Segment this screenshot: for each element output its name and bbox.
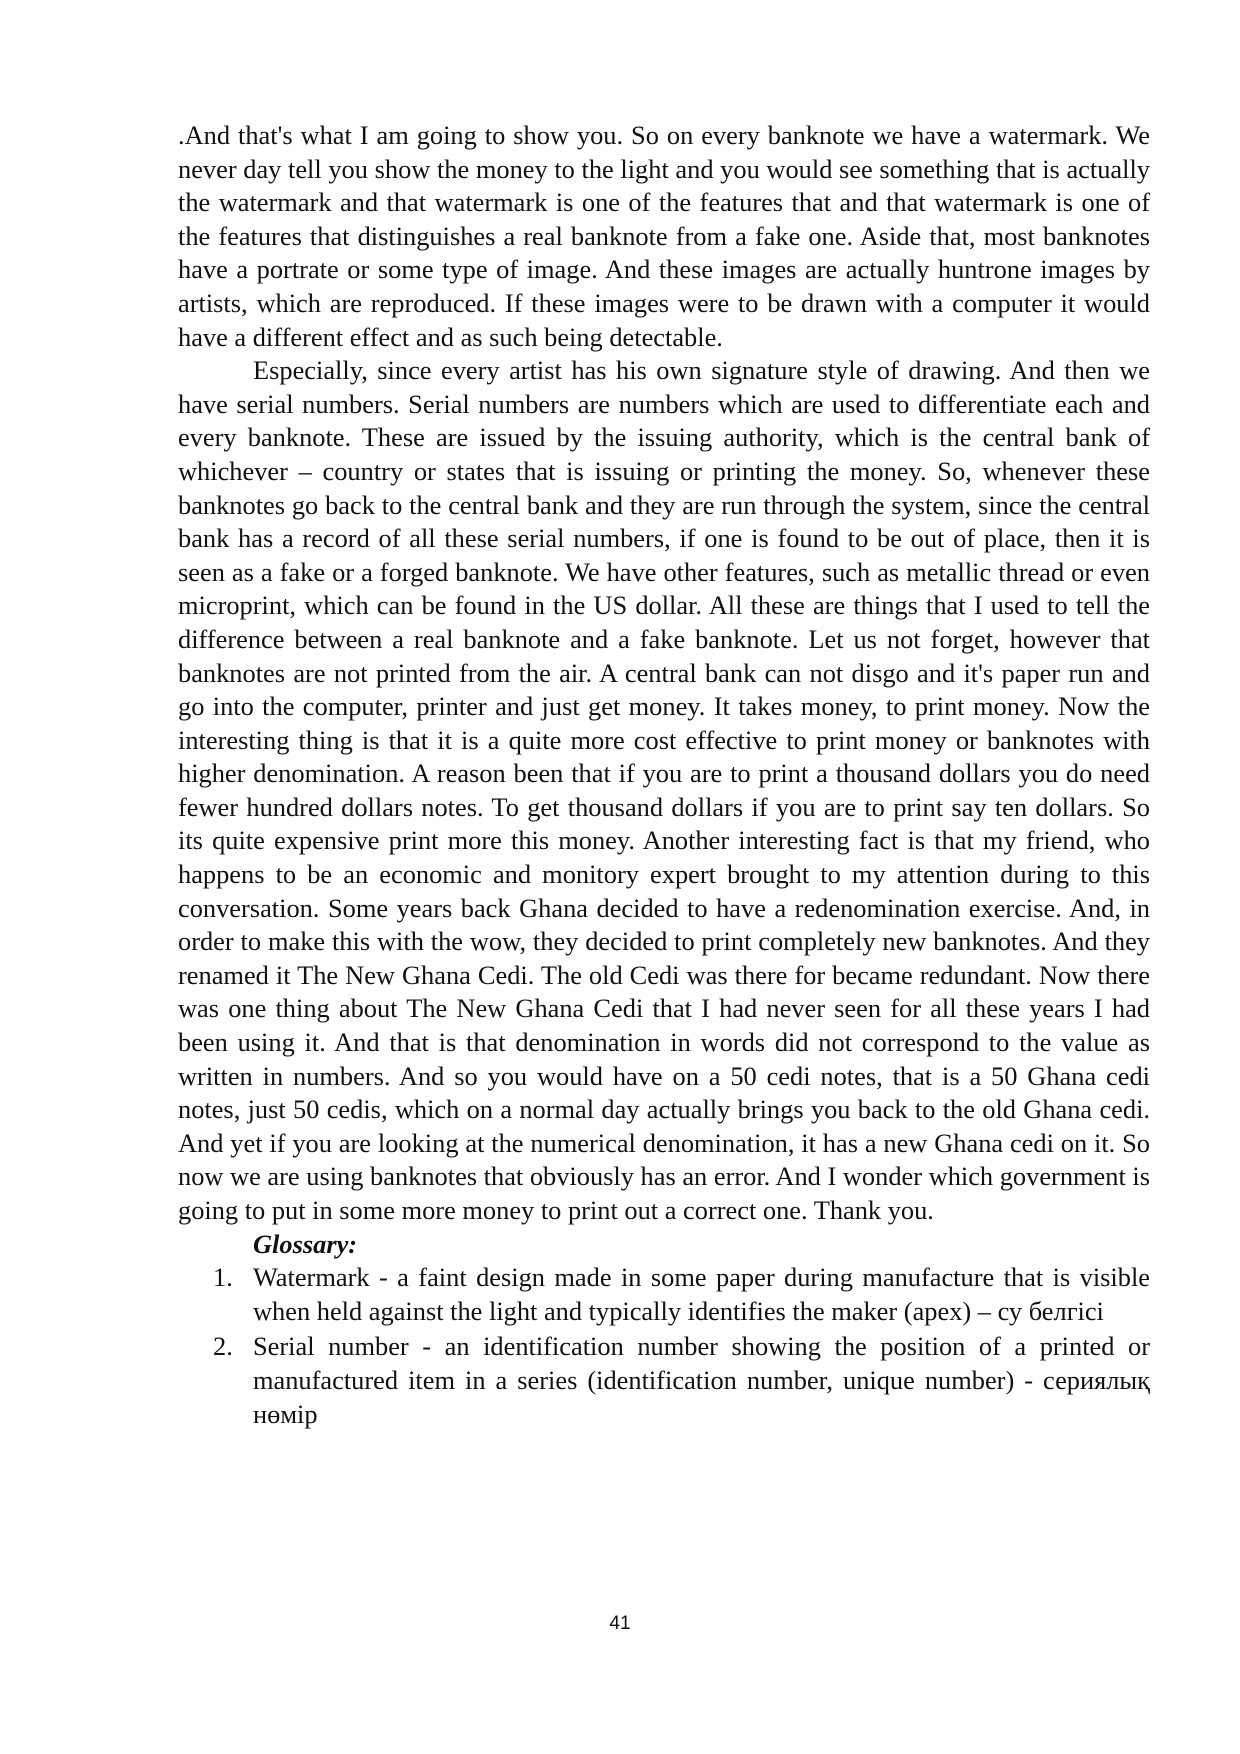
- glossary-item-text: Watermark - a faint design made in some paper during manufacture that is visible when held against the light and typically identifies the maker (apex) – су белгісі: [253, 1262, 1150, 1326]
- glossary-list: [178, 1261, 1150, 1431]
- glossary-item-text: Serial number - an identification number showing the position of a printed or manufactured item in a series (identification number, unique number) - сериялық нөмір: [253, 1331, 1150, 1429]
- paragraph-serial-numbers: Especially, since every artist has his own signature style of drawing. And then we have serial numbers. Serial numbers are numbers which are used to differentiate each and every banknote. These are issued by the issuing authority, which is the central bank of whichever – country or states that is issuing or printing the money. So, whenever these banknotes go back to the central bank and they are run through the system, since the central bank has a record of all these serial numbers, if one is found to be out of place, then it is seen as a fake or a forged banknote. We have other features, such as metallic thread or even microprint, which can be found in the US dollar. All these are things that I used to tell the difference between a real banknote and a fake banknote. Let us not forget, however that banknotes are not printed from the air. A central bank can not disgo and it's paper run and go into the computer, printer and just get money. It takes money, to print money. Now the interesting thing is that it is a quite more cost effective to print money or banknotes with higher denomination. A reason been that if you are to print a thousand dollars you do need fewer hundred dollars notes. To get thousand dollars if you are to print say ten dollars. So its quite expensive print more this money. Another interesting fact is that my friend, who happens to be an economic and monitory expert brought to my attention during to this conversation. Some years back Ghana decided to have a redenomination exercise. And, in order to make this with the wow, they decided to print completely new banknotes. And they renamed it The New Ghana Cedi. The old Cedi was there for became redundant. Now there was one thing about The New Ghana Cedi that I had never seen for all these years I had been using it. And that is that denomination in words did not correspond to the value as written in numbers. And so you would have on a 50 cedi notes, that is a 50 Ghana cedi notes, just 50 cedis, which on a normal day actually brings you back to the old Ghana cedi. And yet if you are looking at the numerical denomination, it has a new Ghana cedi on it. So now we are using banknotes that obviously has an error. And I wonder which government is going to put in some more money to print out a correct one. Thank you.: [178, 355, 1150, 1225]
- glossary-heading: Glossary:: [253, 1228, 358, 1259]
- page-body: [178, 119, 1150, 1433]
- glossary-item-watermark: [178, 1261, 1150, 1328]
- page-number: 41: [609, 1613, 631, 1634]
- glossary-item-number: 2.: [213, 1331, 233, 1362]
- glossary-item-number: 1.: [213, 1262, 233, 1293]
- glossary-item-serial-number: [178, 1330, 1150, 1431]
- paragraph-watermark-intro: .And that's what I am going to show you. So on every banknote we have a watermark. We never day tell you show the money to the light and you would see something that is actually the watermark and that watermark is one of the features that and that watermark is one of the features that distinguishes a real banknote from a fake one. Aside that, most banknotes have a portrate or some type of image. And these images are actually huntrone images by artists, which are reproduced. If these images were to be drawn with a computer it would have a different effect and as such being detectable.: [178, 120, 1150, 352]
